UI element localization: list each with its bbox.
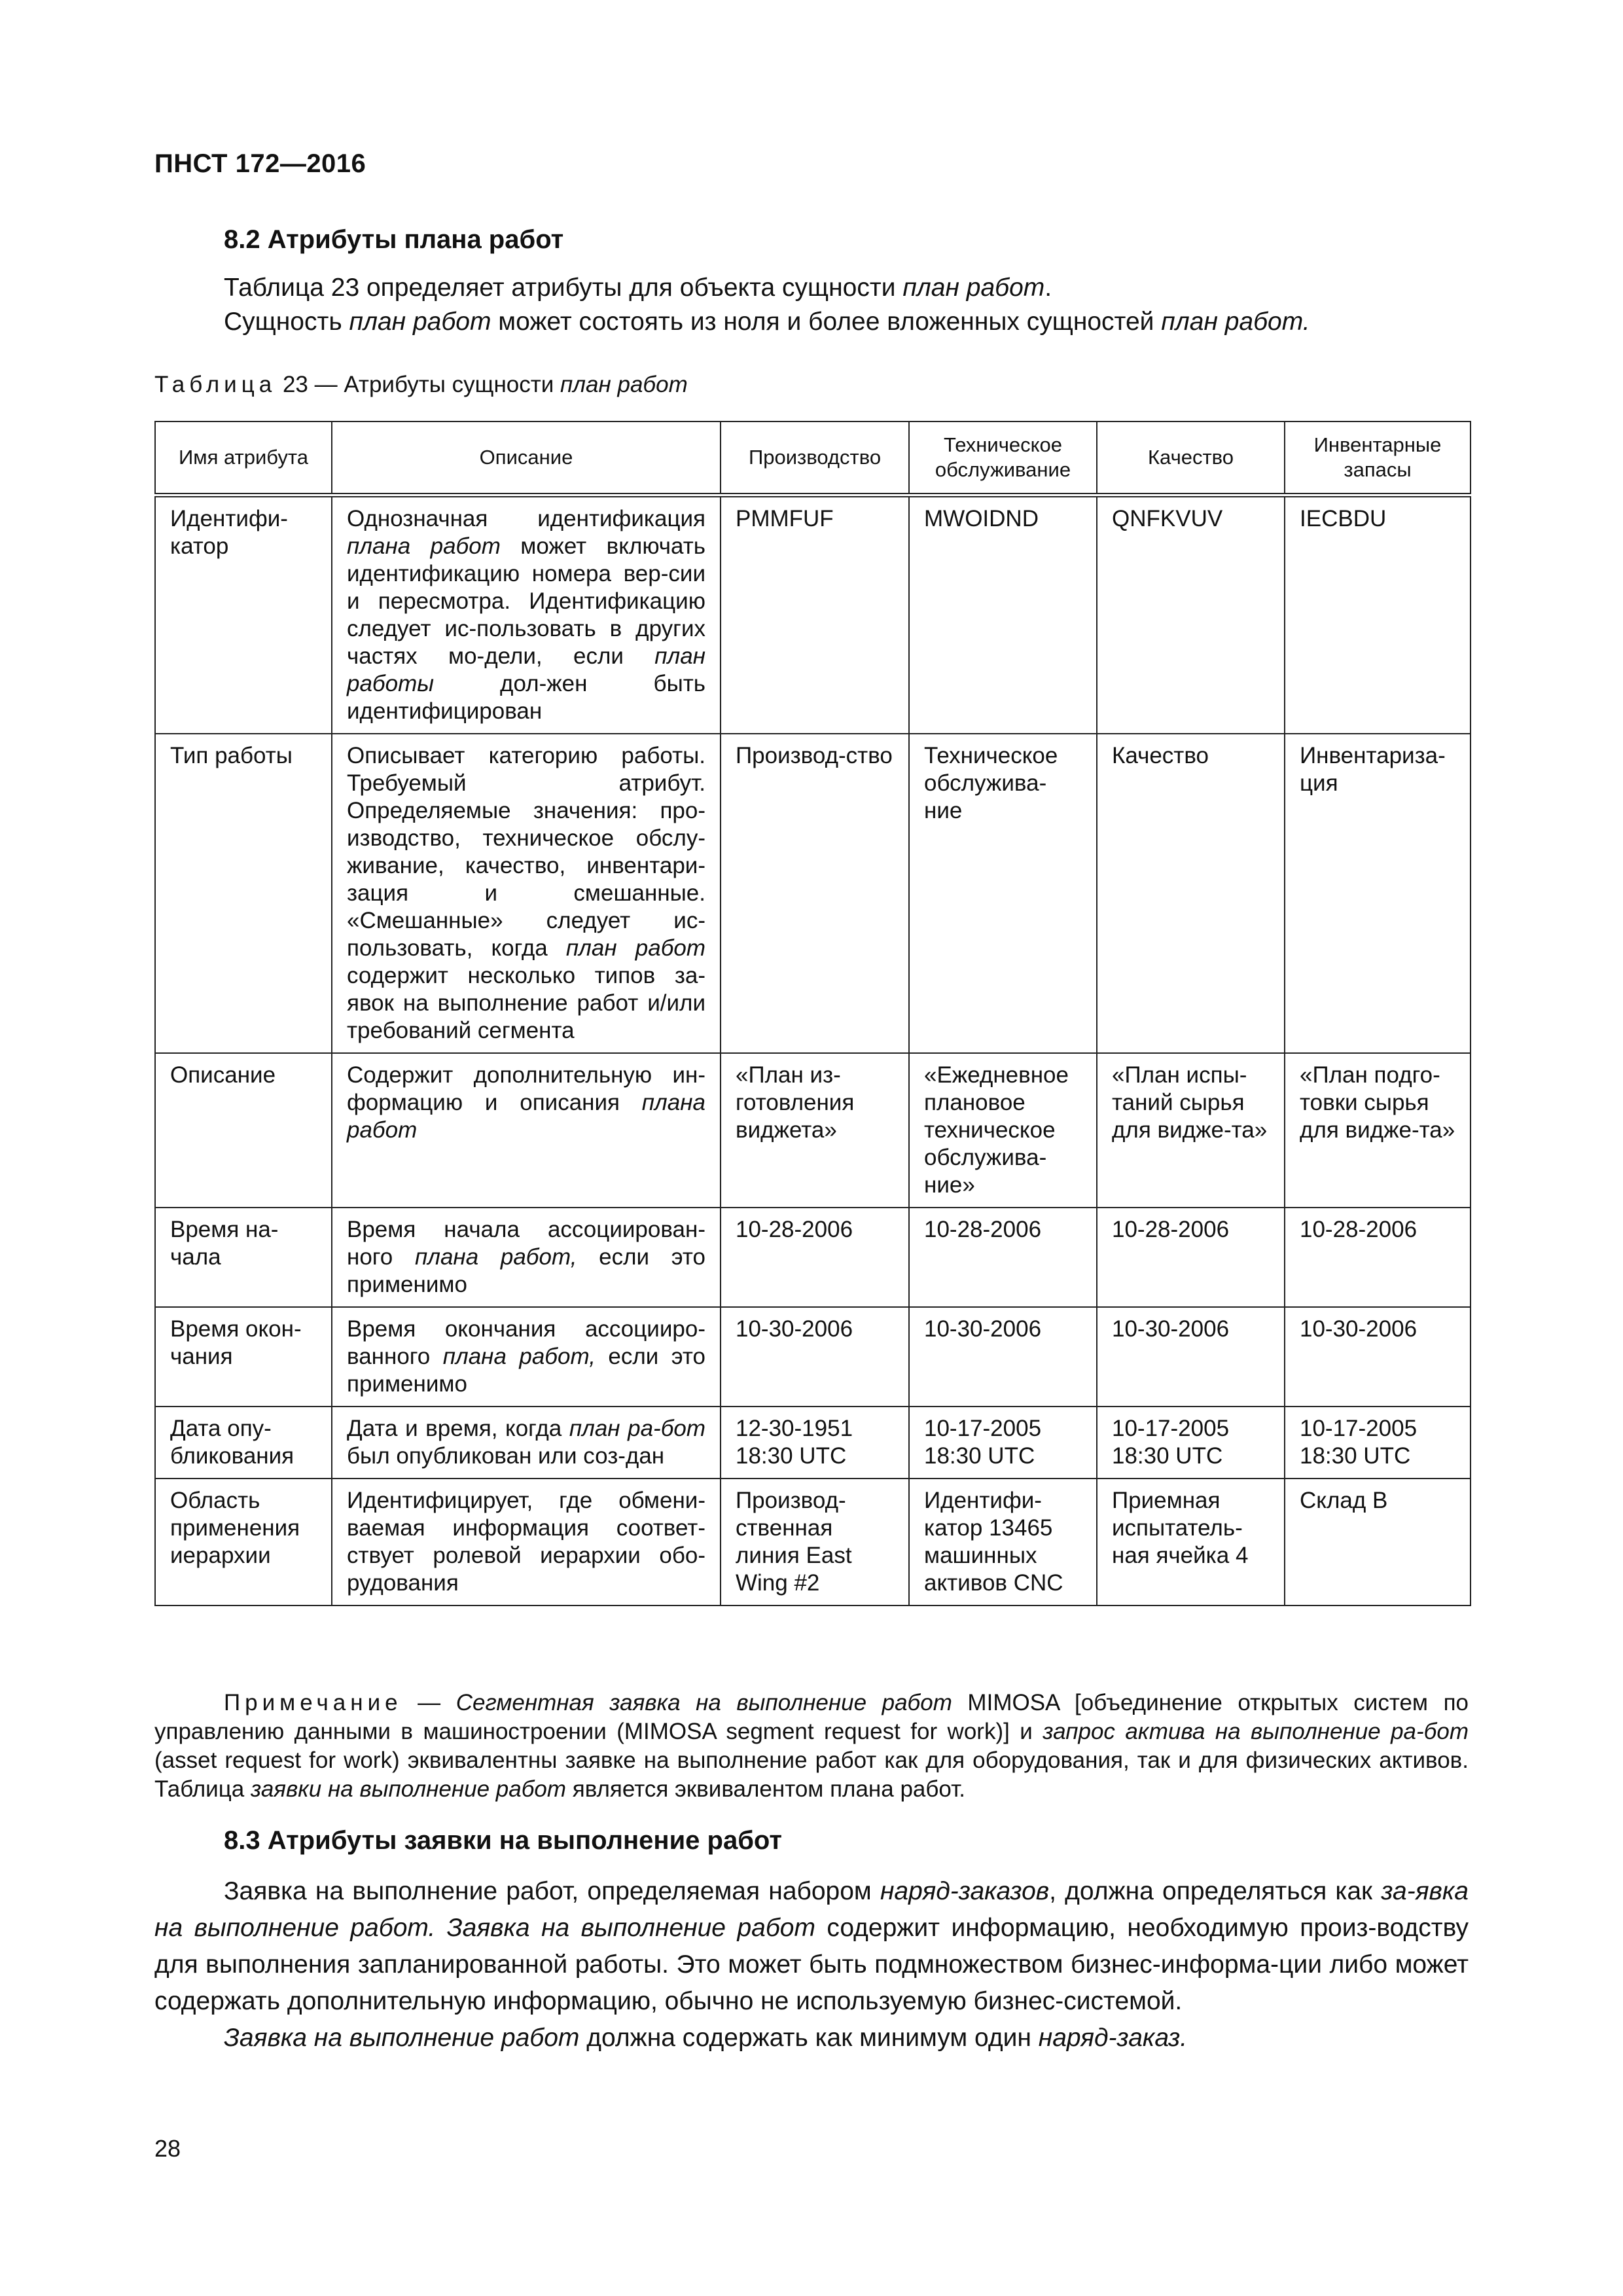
value-inventory: «План подго-товки сырья для видже-та»	[1285, 1053, 1471, 1208]
attribute-description: Содержит дополнительную ин-формацию и описания плана работ	[332, 1053, 721, 1208]
table-row	[155, 1407, 1471, 1479]
value-production: 10-30-2006	[721, 1307, 909, 1407]
table-caption: Таблица 23 — Атрибуты сущности план работ	[154, 372, 688, 397]
header-maintenance: Техническое обслуживание	[909, 422, 1097, 495]
attribute-name: Идентифи-катор	[155, 495, 332, 734]
attribute-description: Однозначная идентификация плана работ может включать идентификацию номера вер-сии и пересмотра. Идентификацию следует ис-пользовать в других частях мо-дели, если план работы дол-жен быть идентифицирован	[332, 495, 721, 734]
attribute-description: Описывает категорию работы. Требуемый атрибут. Определяемые значения: про-изводство, техническое обслу-живание, качество, инвентари-зация и смешанные. «Смешанные» следует ис-пользовать, когда план работ содержит несколько типов за-явок на выполнение работ и/или требований сегмента	[332, 734, 721, 1053]
section-8-2-line-2: Сущность план работ может состоять из ноля и более вложенных сущностей план работ.	[224, 308, 1310, 336]
table-row	[155, 1053, 1471, 1208]
attribute-name: Дата опу-бликования	[155, 1407, 332, 1479]
value-quality: Качество	[1097, 734, 1285, 1053]
value-inventory: Склад B	[1285, 1479, 1471, 1605]
value-quality: QNFKVUV	[1097, 495, 1285, 734]
value-inventory: 10-30-2006	[1285, 1307, 1471, 1407]
section-8-2-title: 8.2 Атрибуты плана работ	[224, 225, 564, 254]
value-quality: 10-28-2006	[1097, 1208, 1285, 1307]
attribute-name: Время окон-чания	[155, 1307, 332, 1407]
attributes-table	[154, 421, 1471, 1606]
table-header-row	[155, 422, 1471, 495]
page-number: 28	[154, 2135, 181, 2162]
value-inventory: IECBDU	[1285, 495, 1471, 734]
value-inventory: 10-28-2006	[1285, 1208, 1471, 1307]
value-maintenance: 10-28-2006	[909, 1208, 1097, 1307]
attribute-description: Время начала ассоциирован-ного плана работ, если это применимо	[332, 1208, 721, 1307]
value-maintenance: Техническое обслужива-ние	[909, 734, 1097, 1053]
value-quality: «План испы-таний сырья для видже-та»	[1097, 1053, 1285, 1208]
section-8-3-title: 8.3 Атрибуты заявки на выполнение работ	[224, 1826, 782, 1855]
value-maintenance: 10-30-2006	[909, 1307, 1097, 1407]
value-production: 12-30-1951 18:30 UTC	[721, 1407, 909, 1479]
header-attribute-name: Имя атрибута	[155, 422, 332, 495]
value-quality: 10-17-2005 18:30 UTC	[1097, 1407, 1285, 1479]
table-row	[155, 495, 1471, 734]
value-maintenance: Идентифи-катор 13465 машинных активов CNC	[909, 1479, 1097, 1605]
value-quality: Приемная испытатель-ная ячейка 4	[1097, 1479, 1285, 1605]
attribute-name: Тип работы	[155, 734, 332, 1053]
value-production: «План из-готовления виджета»	[721, 1053, 909, 1208]
attribute-name: Описание	[155, 1053, 332, 1208]
value-maintenance: MWOIDND	[909, 495, 1097, 734]
value-maintenance: 10-17-2005 18:30 UTC	[909, 1407, 1097, 1479]
section-8-2-line-1: Таблица 23 определяет атрибуты для объекта сущности план работ.	[224, 274, 1052, 302]
table-row	[155, 734, 1471, 1053]
value-inventory: 10-17-2005 18:30 UTC	[1285, 1407, 1471, 1479]
table-row	[155, 1479, 1471, 1605]
value-production: Производ-ство	[721, 734, 909, 1053]
attribute-name: Область применения иерархии	[155, 1479, 332, 1605]
header-production: Производство	[721, 422, 909, 495]
document-code: ПНСТ 172—2016	[154, 149, 366, 178]
attribute-name: Время на-чала	[155, 1208, 332, 1307]
attribute-description: Дата и время, когда план ра-бот был опубликован или соз-дан	[332, 1407, 721, 1479]
value-inventory: Инвентариза-ция	[1285, 734, 1471, 1053]
value-production: Производ-ственная линия East Wing #2	[721, 1479, 909, 1605]
value-quality: 10-30-2006	[1097, 1307, 1285, 1407]
section-8-3-paragraph-2: Заявка на выполнение работ должна содержать как минимум один наряд-заказ.	[224, 2024, 1188, 2052]
value-production: PMMFUF	[721, 495, 909, 734]
value-production: 10-28-2006	[721, 1208, 909, 1307]
header-inventory: Инвентарные запасы	[1285, 422, 1471, 495]
table-row	[155, 1307, 1471, 1407]
table-row	[155, 1208, 1471, 1307]
header-description: Описание	[332, 422, 721, 495]
value-maintenance: «Ежедневное плановое техническое обслужива-ние»	[909, 1053, 1097, 1208]
attribute-description: Время окончания ассоцииро-ванного плана работ, если это применимо	[332, 1307, 721, 1407]
header-quality: Качество	[1097, 422, 1285, 495]
section-8-3-paragraph-1: Заявка на выполнение работ, определяемая набором наряд-заказов, должна определяться как за-явка на выполнение работ. Заявка на выполнение работ содержит информацию, необходимую произ-водству для выполнения запланированной работы. Это может быть подмножеством бизнес-информа-ции либо может содержать дополнительную информацию, обычно не используемую бизнес-системой.	[154, 1877, 1469, 2015]
table-note: Примечание — Сегментная заявка на выполнение работ MIMOSA [объединение открытых систем по управлению данными в машиностроении (MIMOSA segment request for work)] и запрос актива на выполнение ра-бот (asset request for work) эквивалентны заявке на выполнение работ как для оборудования, так и для физических активов. Таблица заявки на выполнение работ является эквивалентом плана работ.	[154, 1690, 1469, 1802]
attribute-description: Идентифицирует, где обмени-ваемая информация соответ-ствует ролевой иерархии обо-рудования	[332, 1479, 721, 1605]
